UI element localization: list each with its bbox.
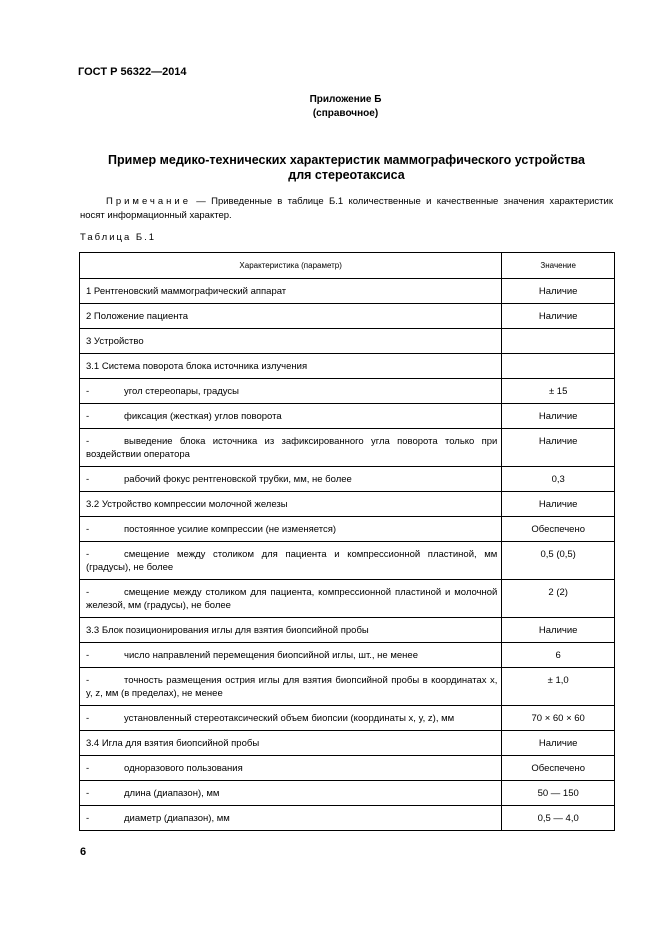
value-cell: 0,5 (0,5) — [502, 542, 615, 580]
value-cell — [502, 354, 615, 379]
value-cell: ± 1,0 — [502, 668, 615, 706]
characteristic-cell — [80, 329, 502, 354]
list-dash: - — [86, 675, 90, 686]
table-row — [80, 379, 615, 404]
value-cell: 70 × 60 × 60 — [502, 706, 615, 731]
list-dash: - — [86, 713, 90, 724]
characteristic-cell — [80, 354, 502, 379]
characteristic-cell — [80, 429, 502, 467]
table-row — [80, 329, 615, 354]
table-row — [80, 706, 615, 731]
list-dash: - — [86, 788, 90, 799]
value-cell: Наличие — [502, 304, 615, 329]
characteristic-cell — [80, 806, 502, 831]
value-cell: Обеспечено — [502, 517, 615, 542]
value-cell: Наличие — [502, 618, 615, 643]
characteristic-text: одноразового пользования — [124, 763, 243, 774]
characteristic-cell — [80, 580, 502, 618]
characteristic-text: 1 Рентгеновский маммографический аппарат — [86, 286, 287, 297]
value-cell: 6 — [502, 643, 615, 668]
characteristic-text: число направлений перемещения биопсийной иглы, шт., не менее — [124, 650, 418, 661]
characteristic-cell — [80, 404, 502, 429]
page-number: 6 — [80, 846, 87, 858]
value-cell: Наличие — [502, 731, 615, 756]
characteristic-text: постоянное усилие компрессии (не изменяется) — [124, 524, 337, 535]
value-cell: Наличие — [502, 404, 615, 429]
list-dash: - — [86, 650, 90, 661]
table-row — [80, 756, 615, 781]
title-line-2: для стереотаксиса — [288, 168, 405, 182]
characteristic-cell — [80, 731, 502, 756]
characteristic-cell — [80, 756, 502, 781]
characteristic-text: 2 Положение пациента — [86, 311, 188, 322]
characteristic-cell — [80, 304, 502, 329]
characteristic-text: 3.2 Устройство компрессии молочной железы — [86, 499, 288, 510]
list-dash: - — [86, 524, 90, 535]
list-dash: - — [86, 587, 90, 598]
value-cell: Наличие — [502, 279, 615, 304]
value-cell: Наличие — [502, 492, 615, 517]
list-dash: - — [86, 813, 90, 824]
value-cell — [502, 329, 615, 354]
characteristic-text: выведение блока источника из зафиксированного угла поворота только при воздействии оператора — [86, 436, 498, 460]
table-row — [80, 580, 615, 618]
value-cell: 0,3 — [502, 467, 615, 492]
characteristic-text: смещение между столиком для пациента, компрессионной пластиной и молочной железой, мм (градусы), не более — [86, 587, 498, 611]
table-row — [80, 806, 615, 831]
characteristic-text: 3.4 Игла для взятия биопсийной пробы — [86, 738, 260, 749]
table-row — [80, 354, 615, 379]
table-row — [80, 542, 615, 580]
list-dash: - — [86, 436, 90, 447]
table-label: Таблица Б.1 — [80, 232, 157, 243]
appendix-note: (справочное) — [312, 108, 379, 119]
value-cell: 0,5 — 4,0 — [502, 806, 615, 831]
characteristic-cell — [80, 517, 502, 542]
characteristic-text: 3.1 Система поворота блока источника излучения — [86, 361, 308, 372]
page-title — [78, 153, 615, 183]
table-header-row — [80, 253, 615, 279]
characteristic-cell — [80, 542, 502, 580]
characteristic-cell — [80, 379, 502, 404]
characteristic-text: 3 Устройство — [86, 336, 144, 347]
document-code: ГОСТ Р 56322—2014 — [78, 66, 187, 78]
appendix-heading — [0, 93, 661, 121]
table-row — [80, 492, 615, 517]
value-cell: Наличие — [502, 429, 615, 467]
characteristic-text: фиксация (жесткая) углов поворота — [124, 411, 282, 422]
characteristic-cell — [80, 643, 502, 668]
characteristic-text: смещение между столиком для пациента и компрессионной пластиной, мм (градусы), не более — [86, 549, 498, 573]
table-row — [80, 304, 615, 329]
value-cell: 2 (2) — [502, 580, 615, 618]
characteristic-text: диаметр (диапазон), мм — [124, 813, 230, 824]
characteristic-cell — [80, 467, 502, 492]
table-body — [80, 279, 615, 831]
characteristic-text: точность размещения острия иглы для взятия биопсийной пробы в координатах x, y, z, мм (в пределах), не менее — [86, 675, 498, 699]
title-line-1: Пример медико-технических характеристик маммографического устройства — [108, 153, 585, 167]
characteristic-cell — [80, 618, 502, 643]
spec-table — [79, 252, 615, 831]
list-dash: - — [86, 411, 90, 422]
characteristic-cell — [80, 706, 502, 731]
table-row — [80, 643, 615, 668]
appendix-title: Приложение Б — [309, 94, 382, 105]
table-row — [80, 731, 615, 756]
value-cell: Обеспечено — [502, 756, 615, 781]
characteristic-cell — [80, 668, 502, 706]
list-dash: - — [86, 763, 90, 774]
table-row — [80, 279, 615, 304]
table-row — [80, 467, 615, 492]
characteristic-text: угол стереопары, градусы — [124, 386, 240, 397]
list-dash: - — [86, 549, 90, 560]
characteristic-text: установленный стереотаксический объем биопсии (координаты x, y, z), мм — [124, 713, 455, 724]
value-cell: ± 15 — [502, 379, 615, 404]
table-row — [80, 781, 615, 806]
characteristic-text: 3.3 Блок позиционирования иглы для взятия биопсийной пробы — [86, 625, 369, 636]
value-cell: 50 — 150 — [502, 781, 615, 806]
characteristic-text: рабочий фокус рентгеновской трубки, мм, не более — [124, 474, 352, 485]
header-value: Значение — [502, 253, 615, 279]
characteristic-cell — [80, 781, 502, 806]
list-dash: - — [86, 474, 90, 485]
table-row — [80, 429, 615, 467]
table-row — [80, 618, 615, 643]
characteristic-text: длина (диапазон), мм — [124, 788, 220, 799]
characteristic-cell — [80, 492, 502, 517]
note-paragraph — [80, 195, 613, 223]
list-dash: - — [86, 386, 90, 397]
header-characteristic: Характеристика (параметр) — [80, 253, 502, 279]
table-row — [80, 404, 615, 429]
table-row — [80, 668, 615, 706]
note-text: — Приведенные в таблице Б.1 количественные и качественные значения характеристик носят информационный характер. — [80, 196, 613, 221]
note-label: Примечание — [106, 196, 191, 207]
characteristic-cell — [80, 279, 502, 304]
table-row — [80, 517, 615, 542]
